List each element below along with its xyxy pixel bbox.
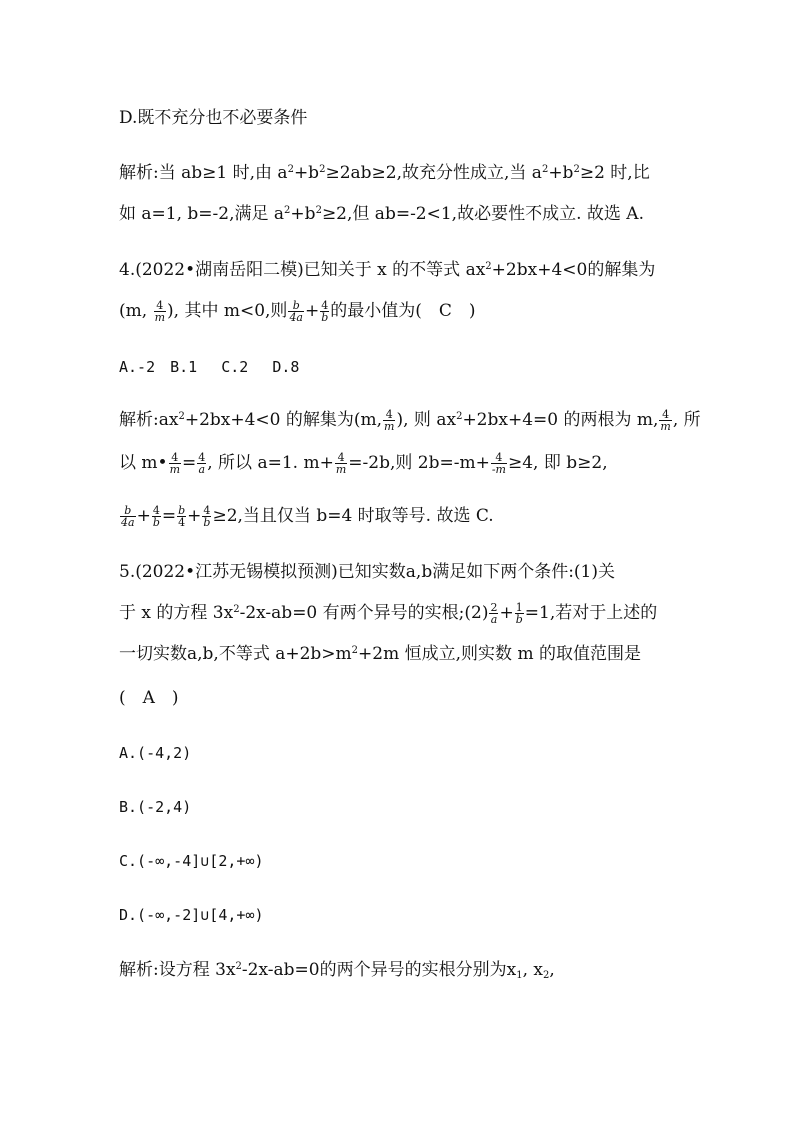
text: + [136, 506, 151, 526]
text: + [187, 506, 202, 526]
denominator: m [660, 420, 671, 433]
solution-3-line-1 [119, 158, 650, 188]
exponent: 2 [541, 164, 549, 175]
solution-4-line-1 [119, 405, 701, 435]
numerator: 4 [152, 504, 160, 517]
solution-3-line-2 [119, 199, 644, 229]
denominator: 4 [178, 516, 186, 529]
text: +b [548, 163, 574, 183]
text: 5.(2022•江苏无锡模拟预测)已知实数a,b满足如下两个条件:(1)关 [119, 562, 616, 582]
exponent: 2 [319, 164, 326, 175]
solution-4-line-3 [119, 501, 494, 531]
exponent: 2 [573, 164, 580, 175]
text: ≥2,当且仅当 b=4 时取等号. 故选 C. [212, 506, 494, 526]
text: +b [293, 163, 320, 183]
text: 一切实数a,b,不等式 a+2b>m [119, 644, 352, 664]
fraction [491, 452, 507, 475]
denominator: b [203, 516, 211, 529]
solution-4-line-2 [119, 448, 608, 478]
text: -2x-ab=0的两个异号的实根分别为x [241, 960, 517, 980]
fraction [515, 602, 524, 625]
denominator: -m [491, 463, 506, 476]
fraction [177, 505, 186, 528]
fraction [335, 452, 347, 475]
question-4-line-1 [119, 255, 655, 285]
numerator: 4 [335, 452, 347, 464]
numerator: 2 [490, 601, 498, 614]
text: D.既不充分也不必要条件 [119, 108, 308, 128]
text: 解析:ax [119, 410, 179, 430]
text: D.(-∞,-2]∪[4,+∞) [119, 906, 264, 924]
exponent: 2 [284, 205, 291, 216]
text: +b [290, 204, 316, 224]
subscript: 1 [516, 970, 523, 981]
denominator: m [169, 463, 180, 476]
text: A.-2 B.1 C.2 D.8 [119, 358, 300, 376]
denominator: m [384, 420, 395, 433]
text: +2m 恒成立,则实数 m 的取值范围是 [358, 644, 641, 664]
text: ≥2ab≥2,故充分性成立,当 a [325, 163, 542, 183]
solution-5-line-1 [119, 955, 555, 985]
denominator: a [198, 463, 206, 476]
numerator: b [288, 300, 304, 312]
numerator: 1 [515, 601, 523, 614]
fraction [120, 505, 136, 528]
numerator: 4 [491, 452, 507, 464]
text: 的最小值为( C ) [330, 301, 476, 321]
option-d [119, 900, 264, 930]
text: 解析:当 ab≥1 时,由 a [119, 163, 288, 183]
question-5-line-2 [119, 598, 657, 628]
numerator: 4 [203, 504, 211, 517]
numerator: 4 [169, 452, 181, 464]
question-5-answer [119, 683, 179, 713]
text: 于 x 的方程 3x [119, 603, 234, 623]
numerator: b [178, 504, 186, 517]
text: (m, [119, 301, 148, 321]
fraction [169, 452, 181, 475]
exponent: 2 [178, 411, 185, 422]
text: = [182, 453, 197, 473]
denominator: b [321, 311, 329, 324]
text: + [499, 603, 514, 623]
exponent: 2 [315, 205, 322, 216]
text: 如 a=1, b=-2,满足 a [119, 204, 285, 224]
option-b [119, 792, 191, 822]
option-a [119, 738, 191, 768]
exponent: 2 [235, 961, 242, 972]
exponent: 2 [287, 164, 294, 175]
denominator: 4a [121, 516, 135, 529]
text: +2bx+4=0 的两根为 m, [462, 410, 659, 430]
exponent: 2 [456, 411, 463, 422]
text: 以 m• [119, 453, 168, 473]
text: 解析:设方程 3x [119, 960, 236, 980]
text: , [549, 960, 555, 980]
question-4-line-2 [119, 296, 476, 326]
fraction [202, 505, 211, 528]
numerator: 4 [154, 300, 166, 312]
denominator: m [154, 311, 165, 324]
question-5-line-3 [119, 639, 641, 669]
text: ), 则 ax [396, 410, 457, 430]
text: B.(-2,4) [119, 798, 192, 816]
option-d-line [119, 103, 307, 133]
numerator: 4 [198, 451, 206, 464]
denominator: b [515, 613, 523, 626]
fraction [154, 300, 166, 323]
fraction [320, 300, 329, 323]
denominator: 4a [289, 311, 303, 324]
denominator: m [335, 463, 347, 476]
text: A.(-4,2) [119, 744, 192, 762]
denominator: b [152, 516, 160, 529]
text: +2bx+4<0 的解集为(m, [184, 410, 383, 430]
denominator: a [490, 613, 498, 626]
fraction [197, 452, 206, 475]
text: -2x-ab=0 有两个异号的实根;(2) [239, 603, 489, 623]
text: + [305, 301, 320, 321]
text: ≥4, 即 b≥2, [507, 453, 608, 473]
numerator: 4 [659, 409, 671, 421]
exponent: 2 [233, 604, 240, 615]
fraction [659, 409, 671, 432]
text: C.(-∞,-4]∪[2,+∞) [119, 852, 264, 870]
fraction [489, 602, 498, 625]
text: +2bx+4<0的解集为 [491, 260, 656, 280]
question-5-line-1 [119, 557, 615, 587]
text: =-2b,则 2b=-m+ [348, 453, 490, 473]
numerator: 4 [321, 299, 329, 312]
exponent: 2 [485, 261, 492, 272]
text: ), 其中 m<0,则 [167, 301, 288, 321]
numerator: 4 [383, 409, 395, 421]
fraction [152, 505, 161, 528]
text: ≥2 时,比 [579, 163, 650, 183]
numerator: b [120, 505, 136, 517]
subscript: 2 [542, 970, 550, 981]
question-4-options [119, 352, 299, 382]
exponent: 2 [351, 645, 359, 656]
option-c [119, 846, 264, 876]
fraction [288, 300, 304, 323]
fraction [383, 409, 395, 432]
text: , 所 [672, 410, 701, 430]
text: , 所以 a=1. m+ [207, 453, 334, 473]
text: , x [522, 960, 543, 980]
text: =1,若对于上述的 [524, 603, 658, 623]
text: 4.(2022•湖南岳阳二模)已知关于 x 的不等式 ax [119, 260, 486, 280]
text: = [161, 506, 177, 526]
text: ≥2,但 ab=-2<1,故必要性不成立. 故选 A. [321, 204, 644, 224]
text: ( A ) [119, 688, 179, 708]
